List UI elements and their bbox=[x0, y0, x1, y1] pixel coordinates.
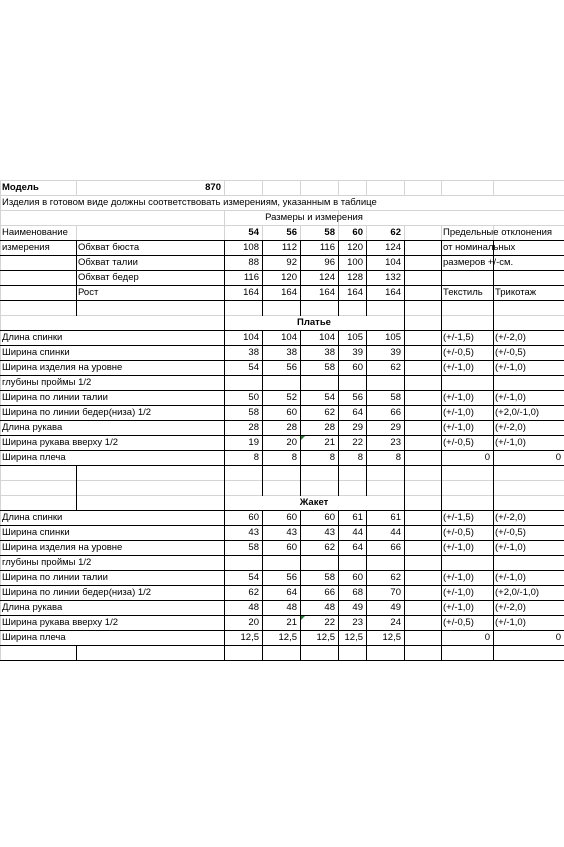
header-tolerance-line3: размеров +/-см. bbox=[443, 257, 514, 268]
dress-tolerance-knit: (+/-1,0) bbox=[495, 437, 526, 448]
body-measurement-value: 120 bbox=[281, 272, 297, 283]
body-measurement-value: 116 bbox=[243, 272, 259, 283]
jacket-row-value: 48 bbox=[286, 602, 297, 613]
body-measurement-value: 112 bbox=[281, 242, 297, 253]
jacket-row-value: 56 bbox=[286, 572, 297, 583]
model-label: Модель bbox=[2, 182, 39, 193]
jacket-tolerance-knit: (+/-1,0) bbox=[495, 542, 526, 553]
body-measurement-value: 104 bbox=[385, 257, 401, 268]
body-measurement-value: 108 bbox=[243, 242, 259, 253]
body-measurement-value: 116 bbox=[319, 242, 335, 253]
dress-row-label: Длина спинки bbox=[2, 332, 63, 343]
jacket-row-value: 58 bbox=[248, 542, 259, 553]
dress-tolerance-knit: 0 bbox=[555, 452, 561, 463]
dress-row-value: 54 bbox=[248, 362, 259, 373]
dress-row-value: 104 bbox=[319, 332, 335, 343]
dress-row-value: 104 bbox=[243, 332, 259, 343]
dress-tolerance-textile: (+/-1,0) bbox=[443, 392, 474, 403]
jacket-row-value: 43 bbox=[324, 527, 335, 538]
jacket-row-value: 60 bbox=[286, 512, 297, 523]
jacket-tolerance-textile: (+/-1,0) bbox=[443, 587, 474, 598]
body-measurement-value: 164 bbox=[281, 287, 297, 298]
dress-row-value: 62 bbox=[324, 407, 335, 418]
jacket-tolerance-knit: (+/-2,0) bbox=[495, 512, 526, 523]
jacket-row-value: 64 bbox=[352, 542, 363, 553]
dress-row-value: 38 bbox=[248, 347, 259, 358]
dress-row-value: 8 bbox=[253, 452, 259, 463]
jacket-row-value: 44 bbox=[390, 527, 401, 538]
dress-row-value: 21 bbox=[324, 437, 335, 448]
dress-row-value: 66 bbox=[390, 407, 401, 418]
jacket-row-value: 61 bbox=[352, 512, 363, 523]
measurement-sheet bbox=[0, 177, 564, 667]
jacket-row-value: 43 bbox=[286, 527, 297, 538]
dress-tolerance-knit: (+/-0,5) bbox=[495, 347, 526, 358]
header-name-line1: Наименование bbox=[2, 227, 68, 238]
jacket-tolerance-textile: 0 bbox=[484, 632, 490, 643]
jacket-row-value: 54 bbox=[248, 572, 259, 583]
dress-row-label: Ширина рукава вверху 1/2 bbox=[2, 437, 119, 448]
jacket-row-value: 12,5 bbox=[316, 632, 335, 643]
jacket-row-value: 66 bbox=[324, 587, 335, 598]
size-header: 58 bbox=[324, 227, 335, 238]
jacket-row-label: Ширина рукава вверху 1/2 bbox=[2, 617, 119, 628]
body-measurement-value: 100 bbox=[347, 257, 363, 268]
dress-tolerance-textile: (+/-1,0) bbox=[443, 422, 474, 433]
jacket-row-label: Длина спинки bbox=[2, 512, 63, 523]
dress-row-value: 23 bbox=[390, 437, 401, 448]
dress-row-value: 56 bbox=[352, 392, 363, 403]
body-measurement-value: 96 bbox=[324, 257, 335, 268]
body-measurement-value: 92 bbox=[286, 257, 297, 268]
dress-row-value: 28 bbox=[286, 422, 297, 433]
body-measurement-value: 164 bbox=[347, 287, 363, 298]
jacket-tolerance-textile: (+/-1,5) bbox=[443, 512, 474, 523]
dress-tolerance-textile: (+/-1,5) bbox=[443, 332, 474, 343]
dress-row-value: 105 bbox=[347, 332, 363, 343]
jacket-row-value: 12,5 bbox=[344, 632, 363, 643]
dress-row-value: 104 bbox=[281, 332, 297, 343]
jacket-row-label: глубины проймы 1/2 bbox=[2, 557, 92, 568]
jacket-row-value: 58 bbox=[324, 572, 335, 583]
body-measurement-label: Обхват талии bbox=[78, 257, 138, 268]
dress-row-value: 8 bbox=[329, 452, 335, 463]
dress-row-label: Ширина спинки bbox=[2, 347, 70, 358]
size-header: 54 bbox=[248, 227, 259, 238]
dress-row-value: 58 bbox=[390, 392, 401, 403]
jacket-row-value: 49 bbox=[390, 602, 401, 613]
dress-tolerance-knit: (+/-1,0) bbox=[495, 392, 526, 403]
jacket-tolerance-textile: (+/-1,0) bbox=[443, 572, 474, 583]
dress-tolerance-textile: (+/-0,5) bbox=[443, 347, 474, 358]
jacket-tolerance-textile: (+/-1,0) bbox=[443, 542, 474, 553]
dress-row-label: Ширина по линии талии bbox=[2, 392, 108, 403]
dress-row-value: 58 bbox=[248, 407, 259, 418]
size-header: 56 bbox=[286, 227, 297, 238]
dress-row-value: 39 bbox=[352, 347, 363, 358]
dress-row-value: 8 bbox=[291, 452, 297, 463]
dress-tolerance-textile: (+/-1,0) bbox=[443, 407, 474, 418]
dress-row-label: Ширина изделия на уровне bbox=[2, 362, 123, 373]
dress-row-value: 8 bbox=[357, 452, 363, 463]
body-measurement-value: 124 bbox=[319, 272, 335, 283]
jacket-row-value: 43 bbox=[248, 527, 259, 538]
requirements-note: Изделия в готовом виде должны соответствовать измерениям, указанным в таблице bbox=[2, 197, 377, 208]
dress-row-value: 54 bbox=[324, 392, 335, 403]
jacket-row-label: Ширина плеча bbox=[2, 632, 66, 643]
jacket-row-value: 20 bbox=[248, 617, 259, 628]
dress-row-label: Ширина плеча bbox=[2, 452, 66, 463]
dress-row-value: 105 bbox=[385, 332, 401, 343]
dress-row-value: 28 bbox=[324, 422, 335, 433]
jacket-row-value: 62 bbox=[390, 572, 401, 583]
jacket-row-value: 66 bbox=[390, 542, 401, 553]
dress-row-value: 20 bbox=[286, 437, 297, 448]
jacket-row-value: 60 bbox=[324, 512, 335, 523]
dress-title: Платье bbox=[297, 317, 331, 328]
dress-row-value: 29 bbox=[390, 422, 401, 433]
jacket-tolerance-textile: (+/-0,5) bbox=[443, 617, 474, 628]
dress-tolerance-knit: (+/-1,0) bbox=[495, 362, 526, 373]
jacket-row-label: Длина рукава bbox=[2, 602, 63, 613]
header-tolerance-line2: от номинальных bbox=[443, 242, 516, 253]
dress-row-value: 22 bbox=[352, 437, 363, 448]
jacket-tolerance-textile: (+/-1,0) bbox=[443, 602, 474, 613]
jacket-row-value: 21 bbox=[286, 617, 297, 628]
jacket-tolerance-knit: (+/-0,5) bbox=[495, 527, 526, 538]
jacket-row-value: 62 bbox=[324, 542, 335, 553]
jacket-tolerance-knit: (+2,0/-1,0) bbox=[495, 587, 540, 598]
dress-row-value: 38 bbox=[324, 347, 335, 358]
dress-row-value: 50 bbox=[248, 392, 259, 403]
dress-row-value: 28 bbox=[248, 422, 259, 433]
dress-row-value: 29 bbox=[352, 422, 363, 433]
tolerance-textile-header: Текстиль bbox=[443, 287, 483, 298]
dress-row-value: 58 bbox=[324, 362, 335, 373]
body-measurement-value: 128 bbox=[347, 272, 363, 283]
header-tolerance-line1: Предельные отклонения bbox=[443, 227, 553, 238]
dress-row-label: Ширина по линии бедер(низа) 1/2 bbox=[2, 407, 152, 418]
jacket-row-value: 22 bbox=[324, 617, 335, 628]
jacket-row-value: 60 bbox=[352, 572, 363, 583]
comment-marker-icon bbox=[301, 436, 305, 440]
dress-row-value: 62 bbox=[390, 362, 401, 373]
sizes-title: Размеры и измерения bbox=[265, 212, 363, 223]
size-header: 60 bbox=[352, 227, 363, 238]
dress-tolerance-knit: (+2,0/-1,0) bbox=[495, 407, 540, 418]
jacket-row-value: 12,5 bbox=[240, 632, 259, 643]
body-measurement-label: Обхват бюста bbox=[78, 242, 140, 253]
jacket-row-value: 60 bbox=[248, 512, 259, 523]
dress-tolerance-textile: (+/-0,5) bbox=[443, 437, 474, 448]
body-measurement-value: 164 bbox=[243, 287, 259, 298]
dress-row-value: 52 bbox=[286, 392, 297, 403]
jacket-row-label: Ширина по линии бедер(низа) 1/2 bbox=[2, 587, 152, 598]
jacket-row-label: Ширина спинки bbox=[2, 527, 70, 538]
dress-tolerance-knit: (+/-2,0) bbox=[495, 422, 526, 433]
jacket-row-value: 61 bbox=[390, 512, 401, 523]
jacket-row-value: 60 bbox=[286, 542, 297, 553]
body-measurement-value: 164 bbox=[385, 287, 401, 298]
jacket-row-value: 68 bbox=[352, 587, 363, 598]
jacket-tolerance-textile: (+/-0,5) bbox=[443, 527, 474, 538]
jacket-row-value: 64 bbox=[286, 587, 297, 598]
jacket-row-value: 12,5 bbox=[278, 632, 297, 643]
jacket-row-label: Ширина изделия на уровне bbox=[2, 542, 123, 553]
jacket-tolerance-knit: (+/-1,0) bbox=[495, 572, 526, 583]
body-measurement-value: 132 bbox=[385, 272, 401, 283]
dress-row-value: 8 bbox=[395, 452, 401, 463]
jacket-tolerance-knit: (+/-1,0) bbox=[495, 617, 526, 628]
model-number: 870 bbox=[205, 182, 221, 193]
jacket-row-value: 49 bbox=[352, 602, 363, 613]
body-measurement-value: 164 bbox=[319, 287, 335, 298]
dress-row-value: 19 bbox=[248, 437, 259, 448]
dress-row-value: 39 bbox=[390, 347, 401, 358]
body-measurement-value: 124 bbox=[385, 242, 401, 253]
jacket-tolerance-knit: 0 bbox=[555, 632, 561, 643]
jacket-tolerance-knit: (+/-2,0) bbox=[495, 602, 526, 613]
comment-marker-icon bbox=[301, 616, 305, 620]
dress-tolerance-textile: (+/-1,0) bbox=[443, 362, 474, 373]
dress-row-label: Длина рукава bbox=[2, 422, 63, 433]
tolerance-knit-header: Трикотаж bbox=[495, 287, 537, 298]
dress-tolerance-knit: (+/-2,0) bbox=[495, 332, 526, 343]
jacket-row-value: 44 bbox=[352, 527, 363, 538]
size-header: 62 bbox=[390, 227, 401, 238]
body-measurement-value: 88 bbox=[248, 257, 259, 268]
header-name-line2: измерения bbox=[2, 242, 50, 253]
body-measurement-label: Рост bbox=[78, 287, 99, 298]
body-measurement-label: Обхват бедер bbox=[78, 272, 139, 283]
dress-row-value: 64 bbox=[352, 407, 363, 418]
jacket-row-value: 48 bbox=[324, 602, 335, 613]
jacket-row-value: 23 bbox=[352, 617, 363, 628]
dress-tolerance-textile: 0 bbox=[484, 452, 490, 463]
dress-row-value: 60 bbox=[352, 362, 363, 373]
jacket-row-value: 62 bbox=[248, 587, 259, 598]
jacket-row-value: 24 bbox=[390, 617, 401, 628]
jacket-row-value: 48 bbox=[248, 602, 259, 613]
body-measurement-value: 120 bbox=[347, 242, 363, 253]
jacket-title: Жакет bbox=[299, 497, 329, 508]
dress-row-value: 38 bbox=[286, 347, 297, 358]
jacket-row-value: 12,5 bbox=[382, 632, 401, 643]
dress-row-label: глубины проймы 1/2 bbox=[2, 377, 92, 388]
jacket-row-label: Ширина по линии талии bbox=[2, 572, 108, 583]
dress-row-value: 56 bbox=[286, 362, 297, 373]
dress-row-value: 60 bbox=[286, 407, 297, 418]
jacket-row-value: 70 bbox=[390, 587, 401, 598]
